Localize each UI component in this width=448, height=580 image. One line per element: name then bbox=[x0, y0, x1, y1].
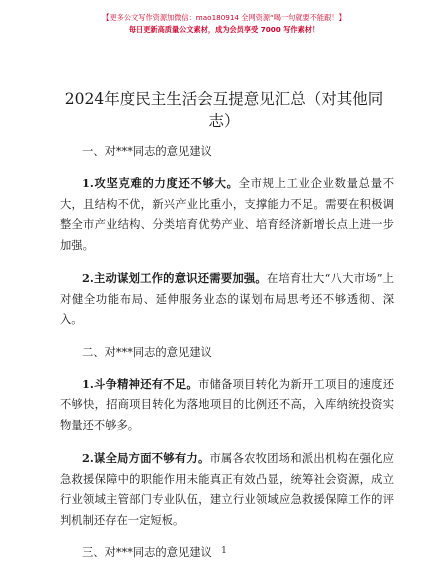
promo-line-1: 【更多公文写作资源加微信：mao180914 全网资源“喝一句就要不能跟！】 bbox=[102, 13, 346, 22]
promo-banner bbox=[0, 12, 448, 36]
paragraph-lead: 2.谋全局方面不够有力。 bbox=[82, 451, 210, 465]
paragraph-lead: 1.斗争精神还有不足。 bbox=[82, 376, 198, 391]
document-body bbox=[60, 142, 394, 574]
section-heading-3: 三、对***同志的意见建议 bbox=[82, 546, 212, 559]
document-title: 2024年度民主生活会互提意见汇总（对其他同志） bbox=[64, 90, 384, 130]
paragraph-2-1 bbox=[60, 374, 394, 437]
paragraph-text: 市储备项目转化为新开工项目的速度还不够快，招商项目转化为落地项目的比例还不高，入库纳统投资实物量还不够多。 bbox=[60, 377, 394, 432]
section-heading-1: 一、对***同志的意见建议 bbox=[82, 145, 212, 158]
paragraph-text: 全市规上工业企业数量总量不大，且结构不优，新兴产业比重小，支撑能力不足。需要在积极调整全市产业结构、分类培育优势产业、培育经济新增长点上进一步加强。 bbox=[60, 177, 394, 252]
paragraph-lead: 1.攻坚克难的力度还不够大。 bbox=[82, 176, 239, 190]
paragraph-lead: 2.主动谋划工作的意识还需要加强。 bbox=[82, 271, 267, 285]
promo-line-2: 每日更新高质量公文素材，成为会员享受 7000 写作素材！ bbox=[128, 25, 320, 34]
paragraph-2-2 bbox=[60, 448, 394, 531]
page-number: 1 bbox=[221, 546, 227, 556]
paragraph-1-2 bbox=[60, 268, 394, 331]
paragraph-text: 市属各农牧团场和派出机构在强化应急救援保障中的职能作用未能真正有效凸显，统筹社会资源，成立行业领域主管部门专业队伍，建立行业领域应急救援保障工作的评判机制还存在一定短板。 bbox=[60, 452, 394, 527]
paragraph-1-1 bbox=[60, 173, 394, 256]
paragraph-text: 在培育壮大“八大市场”上对健全功能布局、延伸服务业态的谋划布局思考还不够透彻、深入。 bbox=[60, 272, 394, 326]
section-heading-2: 二、对***同志的意见建议 bbox=[82, 345, 212, 359]
